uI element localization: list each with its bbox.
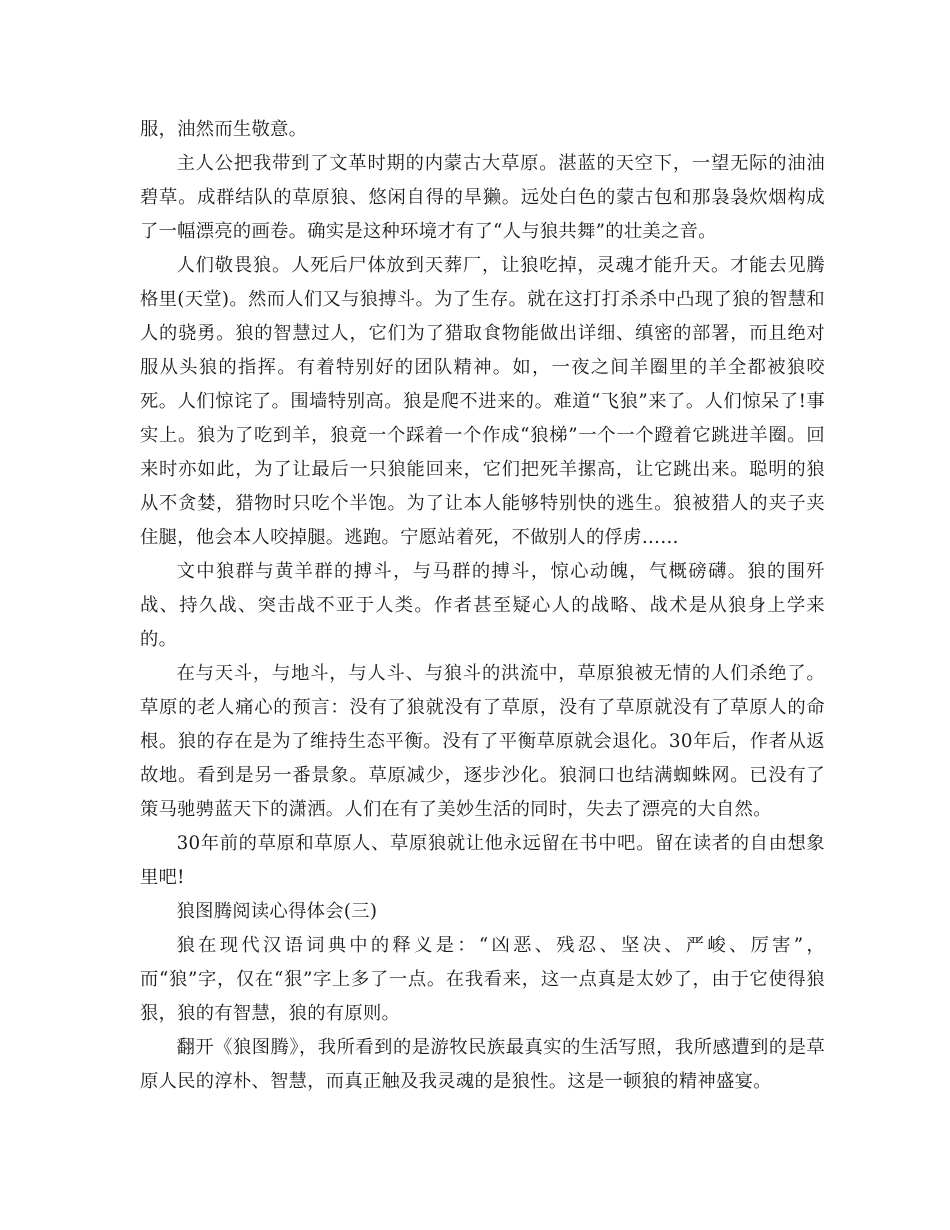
- paragraph-continuation: 服，油然而生敬意。: [140, 119, 308, 140]
- paragraph-definition: 狼在现代汉语词典中的释义是：“凶恶、残忍、坚决、严峻、厉害”，而“狼”字，仅在“狠”字上多了一点。在我看来，这一点真是太妙了，由于它使得狼狠，狼的有智慧，狼的有原则。: [140, 935, 825, 1024]
- document-page: [140, 113, 825, 1099]
- paragraph-wolf-wisdom: 人们敬畏狼。人死后尸体放到天葬厂，让狼吃掉，灵魂才能升天。才能去见腾格里(天堂)。然而人们又与狼搏斗。为了生存。就在这打打杀杀中凸现了狼的智慧和人的骁勇。狼的智慧过人，它们为了猎取食物能做出详细、缜密的部署，而且绝对服从头狼的指挥。有着特别好的团队精神。如，一夜之间羊圈里的羊全都被狼咬死。人们惊诧了。围墙特别高。狼是爬不进来的。难道“飞狼”来了。人们惊呆了!事实上。狼为了吃到羊，狼竟一个踩着一个作成“狼梯”一个一个蹬着它跳进羊圈。回来时亦如此，为了让最后一只狼能回来，它们把死羊摞高，让它跳出来。聪明的狼从不贪婪，猎物时只吃个半饱。为了让本人能够特别快的逃生。狼被猎人的夹子夹住腿，他会本人咬掉腿。逃跑。宁愿站着死，不做别人的俘虏……: [140, 255, 825, 548]
- paragraph-grassland: 主人公把我带到了文革时期的内蒙古大草原。湛蓝的天空下，一望无际的油油碧草。成群结队的草原狼、悠闲自得的旱獭。远处白色的蒙古包和那袅袅炊烟构成了一幅漂亮的画卷。确实是这种环境才有了“人与狼共舞”的壮美之音。: [140, 153, 825, 242]
- paragraph-wolf-totem: 翻开《狼图腾》，我所看到的是游牧民族最真实的生活写照，我所感遭到的是草原人民的淳朴、智慧，而真正触及我灵魂的是狼性。这是一顿狼的精神盛宴。: [140, 1037, 825, 1092]
- paragraph-extinction: 在与天斗，与地斗，与人斗、与狼斗的洪流中，草原狼被无情的人们杀绝了。草原的老人痛心的预言：没有了狼就没有了草原，没有了草原就没有了草原人的命根。狼的存在是为了维持生态平衡。没有了平衡草原就会退化。30年后，作者从返故地。看到是另一番景象。草原减少，逐步沙化。狼洞口也结满蜘蛛网。已没有了策马驰骋蓝天下的潇洒。人们在有了美妙生活的同时，失去了漂亮的大自然。: [140, 663, 825, 820]
- paragraph-battles: 文中狼群与黄羊群的搏斗，与马群的搏斗，惊心动魄，气概磅礴。狼的围歼战、持久战、突击战不亚于人类。作者甚至疑心人的战略、战术是从狼身上学来的。: [140, 561, 825, 650]
- section-heading: 狼图腾阅读心得体会(三): [176, 901, 378, 922]
- paragraph-memory: 30年前的草原和草原人、草原狼就让他永远留在书中吧。留在读者的自由想象里吧!: [140, 833, 825, 888]
